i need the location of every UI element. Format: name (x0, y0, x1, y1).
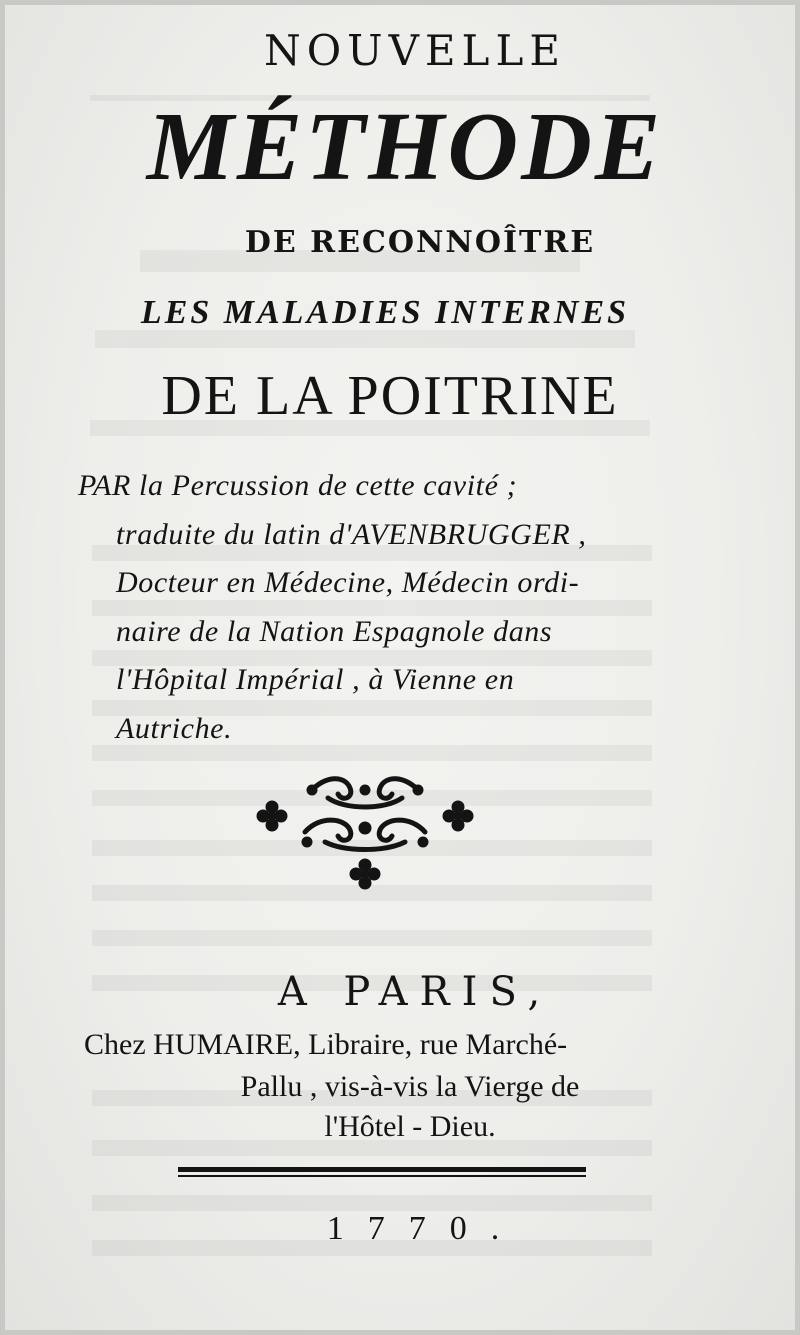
description-paragraph (78, 462, 678, 753)
description-line: Autriche. (116, 711, 233, 745)
double-rule-divider (178, 1166, 586, 1180)
imprint-line: Chez HUMAIRE, Libraire, rue Marché- (84, 1028, 568, 1061)
imprint-line: Pallu , vis-à-vis la Vierge de (240, 1070, 580, 1103)
description-line: PAR la Percussion de cette cavité ; (78, 469, 518, 502)
title-line-reconnoitre: DE RECONNOÎTRE (244, 225, 596, 260)
title-line-nouvelle: NOUVELLE (263, 26, 566, 75)
description-line: naire de la Nation Espagnole dans (116, 614, 553, 648)
description-line: traduite du latin d'AVENBRUGGER , (116, 517, 587, 551)
title-line-methode: MÉTHODE (146, 93, 664, 201)
fleuron-ornament-icon (250, 770, 480, 895)
title-line-poitrine: DE LA POITRINE (161, 365, 619, 427)
description-line: Docteur en Médecine, Médecin ordi- (116, 566, 580, 599)
publication-year: 1770. (326, 1210, 524, 1247)
description-line: l'Hôpital Impérial , à Vienne en (116, 663, 515, 696)
title-line-maladies: LES MALADIES INTERNES (140, 294, 630, 331)
imprint-city: A PARIS, (277, 969, 553, 1015)
imprint-line: l'Hôtel - Dieu. (324, 1110, 496, 1143)
